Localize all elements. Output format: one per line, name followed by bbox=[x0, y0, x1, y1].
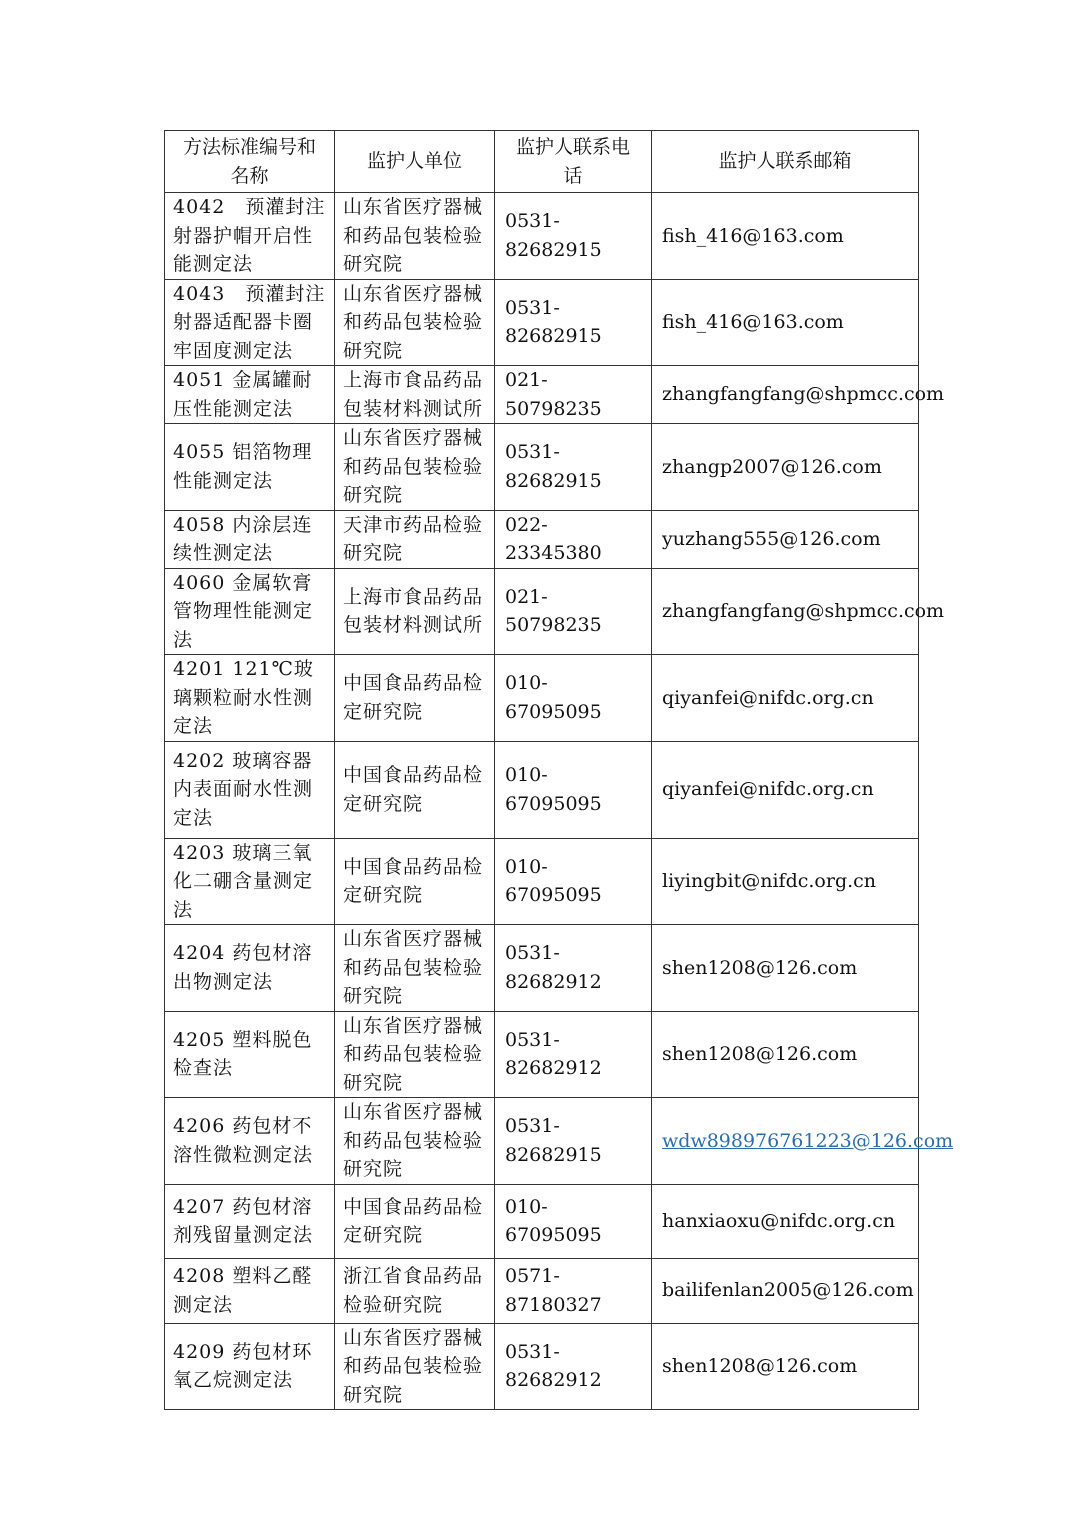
method-cell: 4204 药包材溶出物测定法 bbox=[165, 925, 335, 1012]
method-cell: 4042 预灌封注射器护帽开启性能测定法 bbox=[165, 193, 335, 280]
header-row bbox=[165, 131, 919, 193]
phone-cell: 021-50798235 bbox=[495, 366, 652, 424]
header-phone: 监护人联系电话 bbox=[495, 131, 652, 193]
phone-cell: 0531-82682915 bbox=[495, 279, 652, 366]
phone-cell: 010-67095095 bbox=[495, 838, 652, 925]
email-link[interactable]: wdw898976761223@126.com bbox=[662, 1129, 954, 1152]
table-row bbox=[165, 424, 919, 511]
unit-cell: 浙江省食品药品检验研究院 bbox=[335, 1258, 495, 1323]
method-cell: 4208 塑料乙醛测定法 bbox=[165, 1258, 335, 1323]
unit-cell: 中国食品药品检定研究院 bbox=[335, 655, 495, 742]
table-row bbox=[165, 193, 919, 280]
method-cell: 4209 药包材环氧乙烷测定法 bbox=[165, 1323, 335, 1410]
email-cell: fish_416@163.com bbox=[652, 193, 919, 280]
contact-table bbox=[164, 130, 954, 1410]
email-cell: liyingbit@nifdc.org.cn bbox=[652, 838, 919, 925]
phone-cell: 010-67095095 bbox=[495, 741, 652, 838]
email-cell: yuzhang555@126.com bbox=[652, 510, 919, 568]
header-email: 监护人联系邮箱 bbox=[652, 131, 919, 193]
unit-cell: 山东省医疗器械和药品包装检验研究院 bbox=[335, 1011, 495, 1098]
email-cell: qiyanfei@nifdc.org.cn bbox=[652, 655, 919, 742]
table-row bbox=[165, 510, 919, 568]
table-row bbox=[165, 1011, 919, 1098]
header-unit: 监护人单位 bbox=[335, 131, 495, 193]
email-cell: shen1208@126.com bbox=[652, 925, 919, 1012]
email-cell bbox=[652, 1098, 954, 1185]
email-cell: zhangp2007@126.com bbox=[652, 424, 919, 511]
phone-cell: 021-50798235 bbox=[495, 568, 652, 655]
unit-cell: 山东省医疗器械和药品包装检验研究院 bbox=[335, 925, 495, 1012]
method-cell: 4207 药包材溶剂残留量测定法 bbox=[165, 1184, 335, 1258]
table-row bbox=[165, 925, 919, 1012]
unit-cell: 中国食品药品检定研究院 bbox=[335, 838, 495, 925]
email-cell: fish_416@163.com bbox=[652, 279, 919, 366]
email-cell: shen1208@126.com bbox=[652, 1011, 919, 1098]
phone-cell: 0531-82682912 bbox=[495, 1011, 652, 1098]
phone-cell: 010-67095095 bbox=[495, 1184, 652, 1258]
phone-cell: 0531-82682912 bbox=[495, 1323, 652, 1410]
phone-cell: 0531-82682915 bbox=[495, 424, 652, 511]
method-cell: 4206 药包材不溶性微粒测定法 bbox=[165, 1098, 335, 1185]
unit-cell: 山东省医疗器械和药品包装检验研究院 bbox=[335, 193, 495, 280]
table-row bbox=[165, 1098, 919, 1185]
email-cell: shen1208@126.com bbox=[652, 1323, 919, 1410]
email-cell: zhangfangfang@shpmcc.com bbox=[652, 366, 919, 424]
unit-cell: 山东省医疗器械和药品包装检验研究院 bbox=[335, 424, 495, 511]
phone-cell: 0571-87180327 bbox=[495, 1258, 652, 1323]
unit-cell: 上海市食品药品包装材料测试所 bbox=[335, 568, 495, 655]
method-cell: 4051 金属罐耐压性能测定法 bbox=[165, 366, 335, 424]
table-row bbox=[165, 366, 919, 424]
email-cell: zhangfangfang@shpmcc.com bbox=[652, 568, 919, 655]
method-cell: 4205 塑料脱色检查法 bbox=[165, 1011, 335, 1098]
unit-cell: 上海市食品药品包装材料测试所 bbox=[335, 366, 495, 424]
unit-cell: 山东省医疗器械和药品包装检验研究院 bbox=[335, 279, 495, 366]
unit-cell: 山东省医疗器械和药品包装检验研究院 bbox=[335, 1098, 495, 1185]
phone-cell: 0531-82682915 bbox=[495, 1098, 652, 1185]
method-cell: 4202 玻璃容器内表面耐水性测定法 bbox=[165, 741, 335, 838]
table-row bbox=[165, 568, 919, 655]
phone-cell: 022-23345380 bbox=[495, 510, 652, 568]
phone-cell: 0531-82682912 bbox=[495, 925, 652, 1012]
unit-cell: 中国食品药品检定研究院 bbox=[335, 1184, 495, 1258]
method-cell: 4060 金属软膏管物理性能测定法 bbox=[165, 568, 335, 655]
method-cell: 4203 玻璃三氧化二硼含量测定法 bbox=[165, 838, 335, 925]
method-cell: 4058 内涂层连续性测定法 bbox=[165, 510, 335, 568]
header-method: 方法标准编号和名称 bbox=[165, 131, 335, 193]
phone-cell: 0531-82682915 bbox=[495, 193, 652, 280]
method-cell: 4043 预灌封注射器适配器卡圈牢固度测定法 bbox=[165, 279, 335, 366]
unit-cell: 山东省医疗器械和药品包装检验研究院 bbox=[335, 1323, 495, 1410]
table-row bbox=[165, 1323, 919, 1410]
method-cell: 4055 铝箔物理性能测定法 bbox=[165, 424, 335, 511]
table-row bbox=[165, 838, 919, 925]
email-cell: qiyanfei@nifdc.org.cn bbox=[652, 741, 919, 838]
table-row bbox=[165, 655, 919, 742]
unit-cell: 中国食品药品检定研究院 bbox=[335, 741, 495, 838]
phone-cell: 010-67095095 bbox=[495, 655, 652, 742]
email-cell: bailifenlan2005@126.com bbox=[652, 1258, 919, 1323]
table-row bbox=[165, 1184, 919, 1258]
unit-cell: 天津市药品检验研究院 bbox=[335, 510, 495, 568]
email-cell: hanxiaoxu@nifdc.org.cn bbox=[652, 1184, 919, 1258]
method-cell: 4201 121℃玻璃颗粒耐水性测定法 bbox=[165, 655, 335, 742]
table-row bbox=[165, 1258, 919, 1323]
table-row bbox=[165, 279, 919, 366]
table-row bbox=[165, 741, 919, 838]
